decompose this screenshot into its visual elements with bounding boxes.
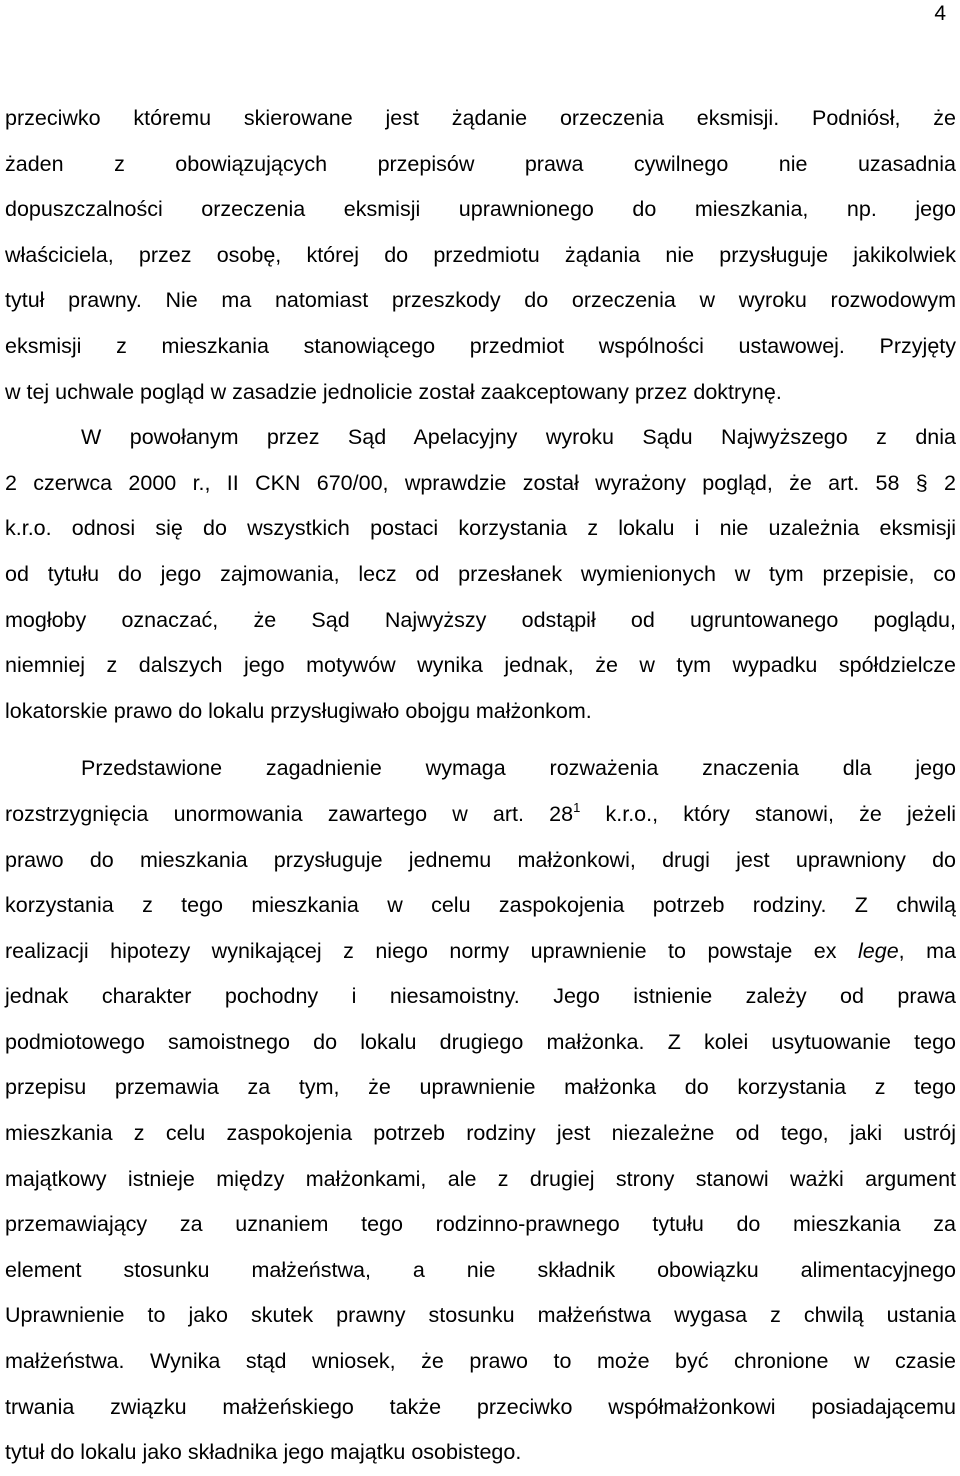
text-fragment: rozstrzygnięcia unormowania zawartego w art. 28 bbox=[5, 801, 574, 826]
text-line: tytuł do lokalu jako składnika jego majątku osobistego. bbox=[5, 1440, 522, 1465]
text-fragment: , ma bbox=[898, 938, 956, 963]
paragraph-3 bbox=[5, 746, 956, 1476]
text-line: przeciwko któremu skierowane jest żądanie orzeczenia eksmisji. Podniósł, że bbox=[5, 106, 956, 130]
text-line: element stosunku małżeństwa, a nie składnik obowiązku alimentacyjnego bbox=[5, 1257, 956, 1282]
text-line: lokatorskie prawo do lokalu przysługiwało obojgu małżonkom. bbox=[5, 698, 592, 723]
text-fragment: realizacji hipotezy wynikającej z niego normy uprawnienie to powstaje ex bbox=[5, 938, 858, 963]
italic-term: lege bbox=[858, 938, 899, 963]
text-line: trwania związku małżeńskiego także przeciwko współmałżonkowi posiadającemu bbox=[5, 1394, 956, 1419]
text-line: dopuszczalności orzeczenia eksmisji uprawnionego do mieszkania, np. jego bbox=[5, 197, 956, 222]
text-line: jednak charakter pochodny i niesamoistny. Jego istnienie zależy od prawa bbox=[5, 984, 956, 1009]
text-line: k.r.o. odnosi się do wszystkich postaci korzystania z lokalu i nie uzależnia eksmisji bbox=[5, 516, 956, 541]
text-line: eksmisji z mieszkania stanowiącego przedmiot wspólności ustawowej. Przyjęty bbox=[5, 333, 956, 358]
text-line bbox=[5, 929, 956, 975]
text-line: W powołanym przez Sąd Apelacyjny wyroku Sądu Najwyższego z dnia bbox=[81, 425, 956, 450]
text-line: majątkowy istnieje między małżonkami, ale z drugiej strony stanowi ważki argument bbox=[5, 1166, 956, 1191]
text-line: mieszkania z celu zaspokojenia potrzeb rodziny jest niezależne od tego, jaki ustrój bbox=[5, 1121, 956, 1146]
text-line: żaden z obowiązujących przepisów prawa cywilnego nie uzasadnia bbox=[5, 151, 956, 176]
page-number: 4 bbox=[934, 2, 946, 25]
text-line bbox=[5, 792, 956, 838]
text-line: podmiotowego samoistnego do lokalu drugiego małżonka. Z kolei usytuowanie tego bbox=[5, 1029, 956, 1054]
text-line: w tej uchwale pogląd w zasadzie jednolicie został zaakceptowany przez doktrynę. bbox=[5, 379, 782, 404]
paragraph-gap bbox=[5, 734, 956, 746]
text-line: 2 czerwca 2000 r., II CKN 670/00, wprawdzie został wyrażony pogląd, że art. 58 § 2 bbox=[5, 470, 956, 495]
text-line: od tytułu do jego zajmowania, lecz od przesłanek wymienionych w tym przepisie, co bbox=[5, 561, 956, 586]
text-line: przemawiający za uznaniem tego rodzinno-prawnego tytułu do mieszkania za bbox=[5, 1212, 956, 1237]
superscript: 1 bbox=[573, 799, 581, 815]
paragraph-1 bbox=[5, 96, 956, 415]
text-line: właściciela, przez osobę, której do przedmiotu żądania nie przysługuje jakikolwiek bbox=[5, 242, 956, 267]
text-line: Przedstawione zagadnienie wymaga rozważenia znaczenia dla jego bbox=[81, 756, 956, 781]
body-text bbox=[5, 96, 956, 1476]
paragraph-2 bbox=[5, 415, 956, 734]
text-line: Uprawnienie to jako skutek prawny stosunku małżeństwa wygasa z chwilą ustania bbox=[5, 1303, 956, 1328]
text-line: niemniej z dalszych jego motywów wynika jednak, że w tym wypadku spółdzielcze bbox=[5, 653, 956, 678]
text-line: prawo do mieszkania przysługuje jednemu małżonkowi, drugi jest uprawniony do bbox=[5, 847, 956, 872]
text-fragment: k.r.o., który stanowi, że jeżeli bbox=[580, 801, 956, 826]
text-line: małżeństwa. Wynika stąd wniosek, że prawo to może być chronione w czasie bbox=[5, 1349, 956, 1374]
text-line: mogłoby oznaczać, że Sąd Najwyższy odstąpił od ugruntowanego poglądu, bbox=[5, 607, 956, 632]
text-line: przepisu przemawia za tym, że uprawnienie małżonka do korzystania z tego bbox=[5, 1075, 956, 1100]
text-line: korzystania z tego mieszkania w celu zaspokojenia potrzeb rodziny. Z chwilą bbox=[5, 893, 956, 918]
text-line: tytuł prawny. Nie ma natomiast przeszkody do orzeczenia w wyroku rozwodowym bbox=[5, 288, 956, 313]
